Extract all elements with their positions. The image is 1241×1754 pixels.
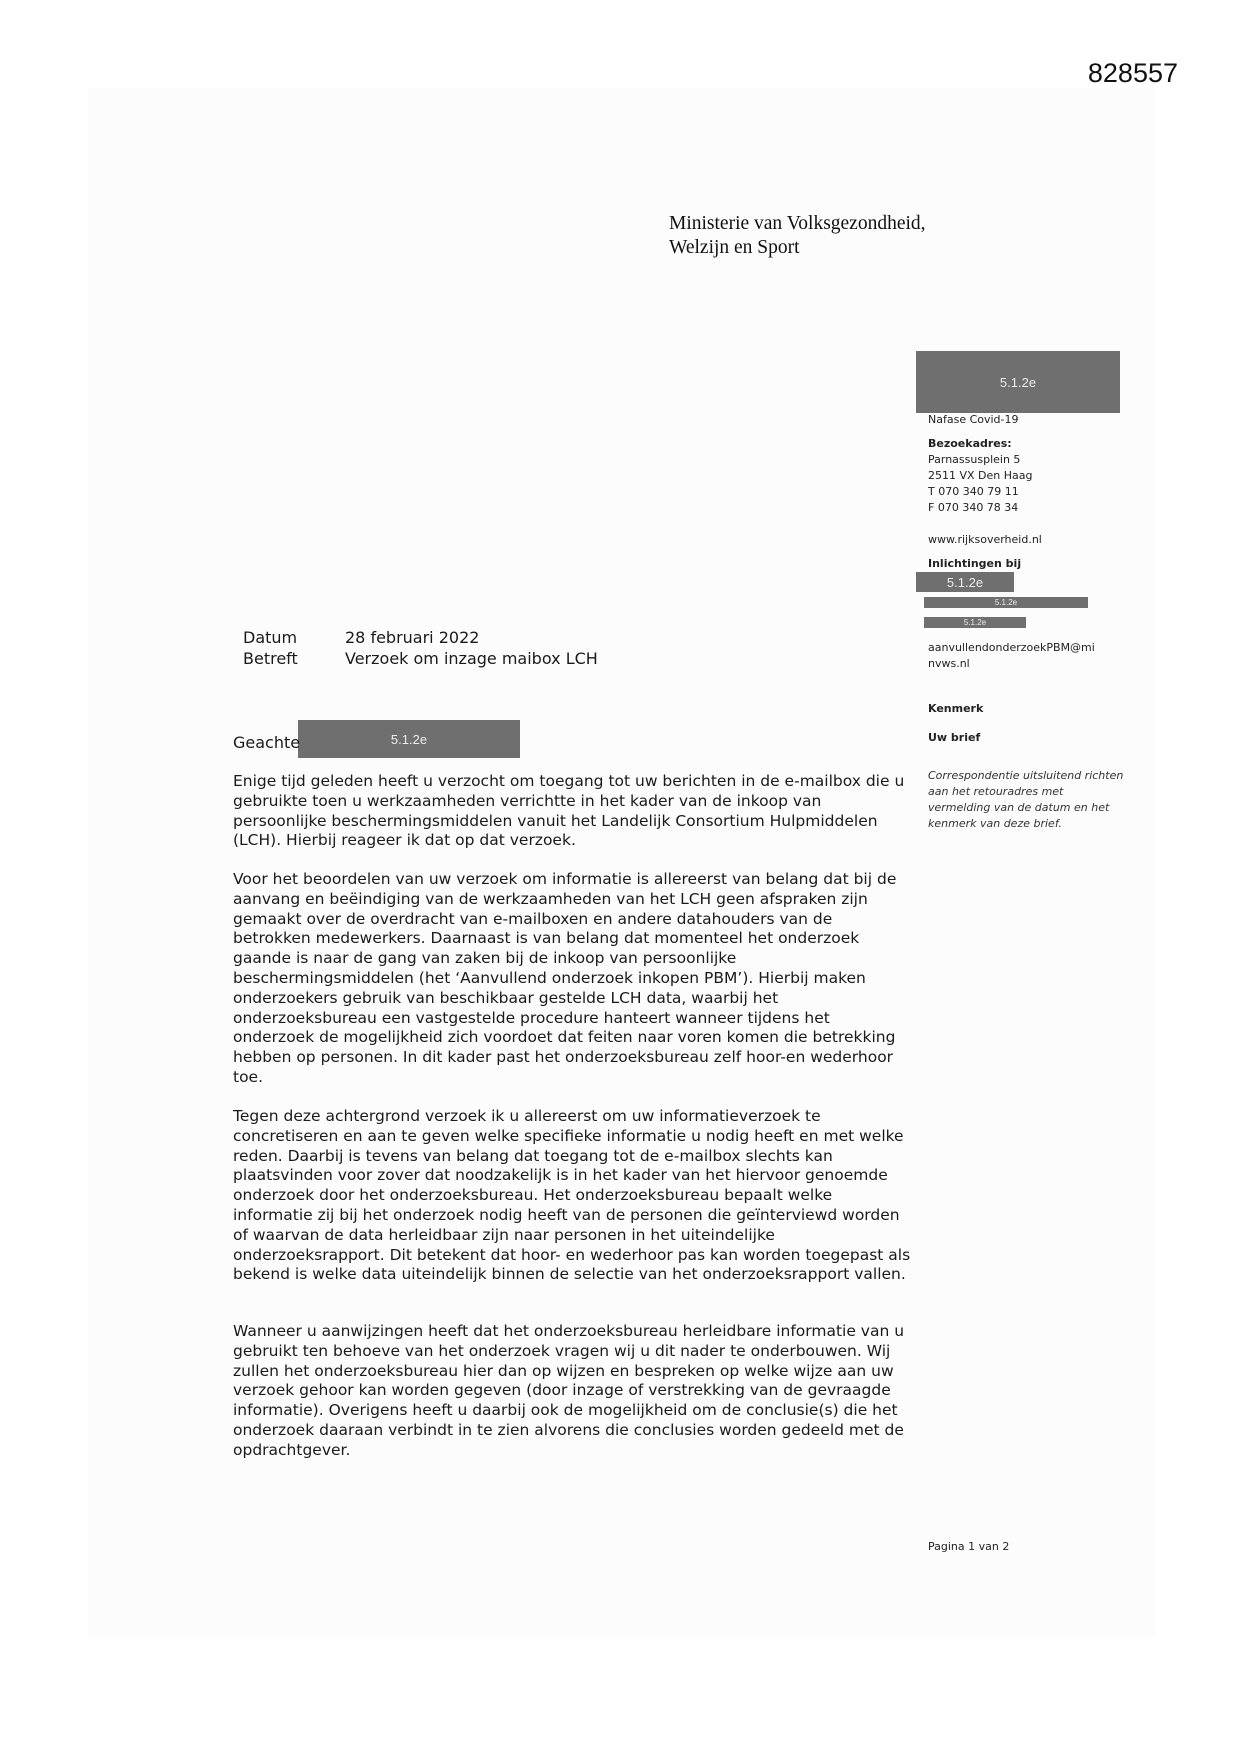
- info-label: Inlichtingen bij: [928, 557, 1022, 570]
- redaction-code: 5.1.2e: [999, 374, 1037, 390]
- email-line-2: nvws.nl: [928, 657, 970, 670]
- body-paragraph-3: Tegen deze achtergrond verzoek ik u allereerst om uw informatieverzoek te concretiseren en aan te geven welke specifieke informatie u nodig heeft en met welke reden. Daarbij is tevens van belang dat toegang tot de e-mailbox slechts kan plaatsvinden voor zover dat noodzakelijk is in het kader van het hiervoor genoemde onderzoek door het onderzoeksbureau. Het onderzoeksbureau bepaalt welke informatie zij bij het onderzoek nodig heeft van de personen die geïnterviewd worden of waarvan de data herleidbaar zijn naar personen in het uiteindelijke onderzoeksrapport. Dit betekent dat hoor- en wederhoor pas kan worden toegepast als bekend is welke data uiteindelijk binnen de selectie van het onderzoeksrapport vallen.: [233, 1107, 911, 1284]
- document-number: 828557: [1087, 58, 1178, 88]
- date-value: 28 februari 2022: [345, 628, 480, 647]
- redaction-code: 5.1.2e: [963, 618, 987, 627]
- email-line-1: aanvullendonderzoekPBM@mi: [928, 641, 1095, 654]
- visit-address-label: Bezoekadres:: [928, 437, 1012, 450]
- page-indicator: Pagina 1 van 2: [928, 1540, 1010, 1553]
- sidebar-visit-address: [928, 436, 1033, 516]
- body-paragraph-2: Voor het beoordelen van uw verzoek om informatie is allereerst van belang dat bij de aanvang en beëindiging van de werkzaamheden van het LCH geen afspraken zijn gemaakt over de overdracht van e-mailboxen en andere datahouders van de betrokken medewerkers. Daarnaast is van belang dat momenteel het onderzoek gaande is naar de gang van zaken bij de inkoop van persoonlijke beschermingsmiddelen (het ‘Aanvullend onderzoek inkopen PBM’). Hierbij maken onderzoekers gebruik van beschikbaar gestelde LCH data, waarbij het onderzoeksbureau een vastgestelde procedure hanteert wanneer tijdens het onderzoek de mogelijkheid zich voordoet dat feiten naar voren komen die betrekking hebben op personen. In dit kader past het onderzoeksbureau zelf hoor-en wederhoor toe.: [233, 870, 897, 1086]
- redaction-block-recipient: [298, 720, 520, 758]
- redaction-block-contact-name: [916, 572, 1014, 592]
- fax-number: F 070 340 78 34: [928, 501, 1019, 514]
- ministry-logo-text: [669, 212, 926, 260]
- redaction-block-contact-line-2: [924, 617, 1026, 628]
- sidebar-department: Nafase Covid-19: [928, 413, 1019, 426]
- redaction-code: 5.1.2e: [390, 731, 428, 747]
- salutation: Geachte: [233, 733, 301, 752]
- date-label: Datum: [243, 628, 298, 647]
- website-link[interactable]: www.rijksoverheid.nl: [928, 533, 1042, 546]
- address-line-2: 2511 VX Den Haag: [928, 469, 1033, 482]
- subject-label: Betreft: [243, 649, 298, 668]
- body-paragraph-1: Enige tijd geleden heeft u verzocht om toegang tot uw berichten in de e-mailbox die u gebruikte toen u werkzaamheden verrichtte in het kader van de inkoop van persoonlijke beschermingsmiddelen vanuit het Landelijk Consortium Hulpmiddelen (LCH). Hierbij reageer ik dat op dat verzoek.: [233, 772, 905, 850]
- ministry-line-2: Welzijn en Sport: [669, 237, 800, 258]
- contact-email[interactable]: [928, 640, 1095, 672]
- subject-value: Verzoek om inzage maibox LCH: [345, 649, 598, 668]
- redaction-block-header: [916, 351, 1120, 413]
- kenmerk-label: Kenmerk: [928, 702, 984, 715]
- ministry-line-1: Ministerie van Volksgezondheid,: [669, 213, 926, 234]
- redaction-code: 5.1.2e: [946, 574, 984, 590]
- redaction-code: 5.1.2e: [994, 598, 1018, 607]
- redaction-block-contact-line-1: [924, 597, 1088, 608]
- address-line-1: Parnassusplein 5: [928, 453, 1021, 466]
- uw-brief-label: Uw brief: [928, 731, 981, 744]
- correspondence-note: Correspondentie uitsluitend richten aan het retouradres met vermelding van de datum en het kenmerk van deze brief.: [928, 769, 1124, 830]
- body-paragraph-4: Wanneer u aanwijzingen heeft dat het onderzoeksbureau herleidbare informatie van u gebruikt ten behoeve van het onderzoek vragen wij u dit nader te onderbouwen. Wij zullen het onderzoeksbureau hier dan op wijzen en bespreken op welke wijze aan uw verzoek gehoor kan worden gegeven (door inzage of verstrekking van de gevraagde informatie). Overigens heeft u daarbij ook de mogelijkheid om de conclusie(s) die het onderzoek daaraan verbindt in te zien alvorens die conclusies worden gedeeld met de opdrachtgever.: [233, 1322, 905, 1459]
- phone-number: T 070 340 79 11: [928, 485, 1019, 498]
